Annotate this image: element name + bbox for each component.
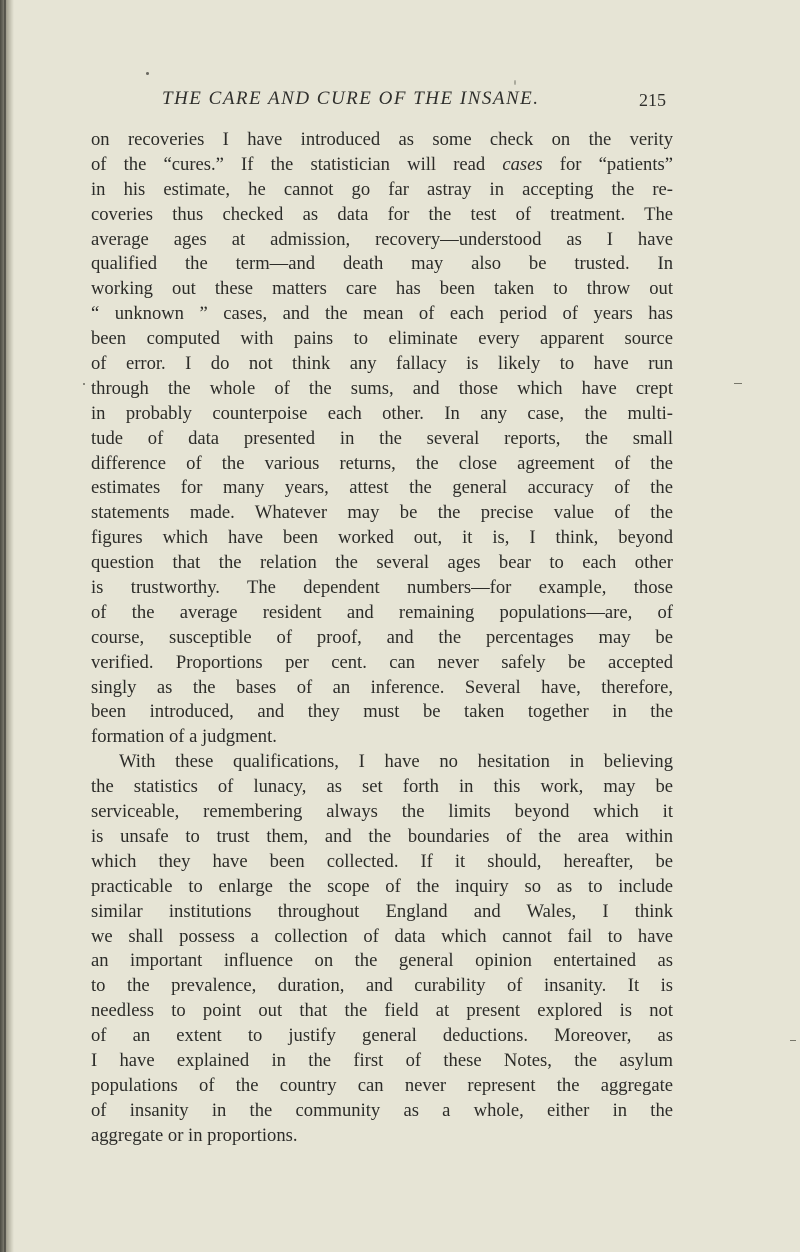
text-line: in probably counterpoise each other. In any case, the multi- bbox=[91, 402, 673, 424]
binding-line bbox=[4, 0, 6, 1252]
text-line: verified. Proportions per cent. can never safely be accepted bbox=[91, 651, 673, 673]
text-line: serviceable, remembering always the limits beyond which it bbox=[91, 801, 673, 823]
text-line: in his estimate, he cannot go far astray in accepting the re- bbox=[91, 178, 673, 200]
text-line: I have explained in the first of these Notes, the asylum bbox=[91, 1049, 673, 1071]
text-line: of the “cures.” If the statistician will read cases for “patients” bbox=[91, 153, 673, 175]
paper-speck bbox=[146, 72, 149, 75]
running-head bbox=[90, 88, 672, 114]
text-line: of insanity in the community as a whole, either in the bbox=[91, 1099, 673, 1121]
text-line: qualified the term—and death may also be trusted. In bbox=[91, 253, 673, 275]
paper-speck bbox=[83, 383, 85, 385]
text-line: average ages at admission, recovery—understood as I have bbox=[91, 228, 673, 250]
text-line: been computed with pains to eliminate every apparent source bbox=[91, 328, 673, 350]
paragraph bbox=[91, 128, 673, 750]
text-line: estimates for many years, attest the general accuracy of the bbox=[91, 477, 673, 499]
text-line: to the prevalence, duration, and curability of insanity. It is bbox=[91, 975, 673, 997]
text-line: is unsafe to trust them, and the boundaries of the area within bbox=[91, 825, 673, 847]
text-line: working out these matters care has been taken to throw out bbox=[91, 278, 673, 300]
text-line: singly as the bases of an inference. Several have, therefore, bbox=[91, 676, 673, 698]
text-line: of an extent to justify general deductions. Moreover, as bbox=[91, 1025, 673, 1047]
text-line: difference of the various returns, the close agreement of the bbox=[91, 452, 673, 474]
text-line: of error. I do not think any fallacy is likely to have run bbox=[91, 353, 673, 375]
text-line: practicable to enlarge the scope of the inquiry so as to include bbox=[91, 875, 673, 897]
binding-edge bbox=[0, 0, 14, 1252]
paragraph bbox=[91, 750, 673, 1148]
text-line: figures which have been worked out, it is, I think, beyond bbox=[91, 527, 673, 549]
paper-speck bbox=[514, 80, 516, 85]
text-line: populations of the country can never represent the aggregate bbox=[91, 1074, 673, 1096]
text-line: course, susceptible of proof, and the percentages may be bbox=[91, 626, 673, 648]
text-line: coveries thus checked as data for the test of treatment. The bbox=[91, 203, 673, 225]
text-line: an important influence on the general opinion entertained as bbox=[91, 950, 673, 972]
text-line: we shall possess a collection of data which cannot fail to have bbox=[91, 925, 673, 947]
text-line: been introduced, and they must be taken together in the bbox=[91, 701, 673, 723]
text-line: similar institutions throughout England and Wales, I think bbox=[91, 900, 673, 922]
text-line: needless to point out that the field at present explored is not bbox=[91, 1000, 673, 1022]
text-line: With these qualifications, I have no hesitation in believing bbox=[119, 751, 673, 773]
page-number: 215 bbox=[639, 90, 666, 110]
body-text bbox=[91, 128, 673, 1149]
text-line: the statistics of lunacy, as set forth in this work, may be bbox=[91, 776, 673, 798]
text-line: question that the relation the several ages bear to each other bbox=[91, 552, 673, 574]
text-line: through the whole of the sums, and those which have crept bbox=[91, 377, 673, 399]
text-line: “ unknown ” cases, and the mean of each period of years has bbox=[91, 303, 673, 325]
margin-mark bbox=[790, 1040, 796, 1041]
text-line: tude of data presented in the several reports, the small bbox=[91, 427, 673, 449]
margin-mark bbox=[734, 383, 742, 384]
running-title: THE CARE AND CURE OF THE INSANE. bbox=[162, 88, 540, 109]
text-line: of the average resident and remaining populations—are, of bbox=[91, 601, 673, 623]
text-line: aggregate or in proportions. bbox=[91, 1124, 298, 1146]
text-line: formation of a judgment. bbox=[91, 726, 277, 748]
text-line: is trustworthy. The dependent numbers—for example, those bbox=[91, 577, 673, 599]
text-line: which they have been collected. If it should, hereafter, be bbox=[91, 850, 673, 872]
text-line: on recoveries I have introduced as some check on the verity bbox=[91, 129, 673, 150]
text-line: statements made. Whatever may be the precise value of the bbox=[91, 502, 673, 524]
